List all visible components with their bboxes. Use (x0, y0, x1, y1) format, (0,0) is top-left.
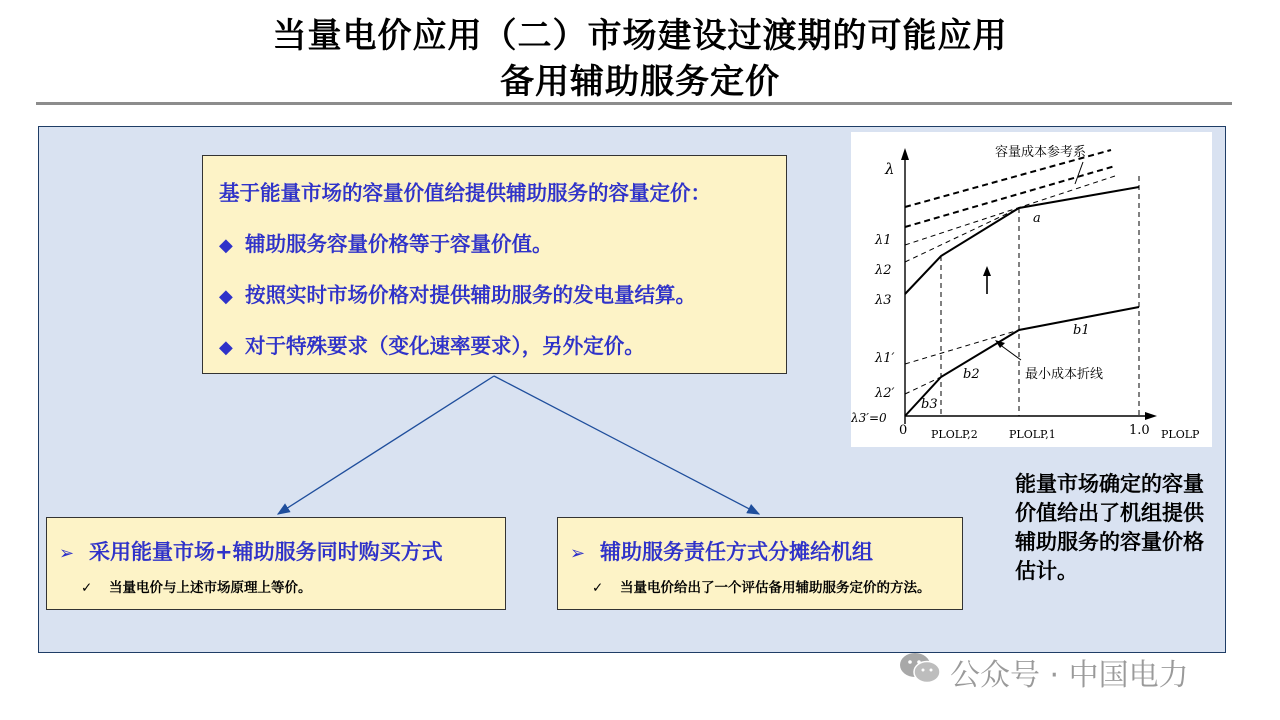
watermark (898, 650, 1189, 693)
left-option-note (81, 576, 312, 596)
x-tick: 1.0 (1129, 423, 1150, 438)
x-tick: PLOLP,1 (1009, 428, 1056, 441)
x-axis-arrowhead (1145, 412, 1157, 420)
y-tick: λ1 (875, 233, 892, 248)
curve-label: a (1033, 211, 1041, 226)
curve-b-lower-dashed (905, 377, 941, 394)
y-tick: λ3 (875, 293, 892, 308)
main-box-item-text: 按照实时市场价格对提供辅助服务的发电量结算。 (245, 283, 696, 307)
connector-left (278, 376, 494, 514)
legend-label: 容量成本参考系 (995, 145, 1087, 160)
right-option-note (592, 576, 931, 596)
right-option-box (557, 517, 963, 610)
main-box-item-text: 对于特殊要求（变化速率要求），另外定价。 (245, 334, 645, 358)
main-box-item (219, 278, 786, 308)
main-box-item (219, 329, 786, 359)
right-option-title (570, 536, 873, 566)
reference-line (905, 176, 1115, 245)
left-option-note-text: 当量电价与上述市场原理上等价。 (109, 580, 312, 596)
connector-right (494, 376, 759, 514)
page-title: 当量电价应用（二）市场建设过渡期的可能应用 (272, 16, 1008, 56)
left-option-box (46, 517, 506, 610)
figure-svg (851, 132, 1212, 447)
arrow-bullet-icon: ➢ (570, 543, 586, 564)
legend-pointer (1075, 162, 1083, 184)
capacity-cost-figure (851, 132, 1212, 447)
curve-a (905, 187, 1139, 294)
main-box-item (219, 227, 786, 257)
y-tick: λ1′ (875, 351, 895, 366)
main-principle-box (202, 155, 787, 374)
up-arrow-icon (983, 266, 991, 276)
curve-label: b3 (921, 397, 938, 412)
min-cost-label: 最小成本折线 (1025, 367, 1104, 382)
right-option-title-text: 辅助服务责任方式分摊给机组 (600, 540, 873, 564)
curve-label: b1 (1073, 323, 1090, 338)
x-tick: 0 (899, 423, 908, 438)
figure-caption: 能量市场确定的容量价值给出了机组提供辅助服务的容量价格估计。 (1015, 472, 1204, 583)
diamond-bullet-icon: ◆ (219, 286, 233, 307)
reference-line (905, 208, 1019, 262)
checkmark-icon: ✓ (81, 580, 93, 596)
main-box-heading: 基于能量市场的容量价值给提供辅助服务的容量定价： (219, 181, 711, 205)
x-tick: PLOLP (1161, 428, 1200, 441)
left-option-title (59, 536, 443, 566)
min-cost-pointer (999, 344, 1021, 360)
main-box-item-text: 辅助服务容量价格等于容量价值。 (245, 232, 553, 256)
y-axis-arrowhead (901, 148, 909, 160)
x-tick: PLOLP,2 (931, 428, 978, 441)
watermark-text: 公众号 · 中国电力 (950, 658, 1189, 693)
diamond-bullet-icon: ◆ (219, 337, 233, 358)
wechat-icon (898, 650, 942, 694)
checkmark-icon: ✓ (592, 580, 604, 596)
right-option-note-text: 当量电价给出了一个评估备用辅助服务定价的方法。 (620, 580, 931, 596)
y-tick: λ3′=0 (851, 411, 887, 425)
curve-b-lower-dashed (905, 330, 1019, 364)
curve-b (905, 307, 1139, 416)
y-tick: λ2′ (875, 386, 895, 401)
left-option-title-text: 采用能量市场+辅助服务同时购买方式 (89, 540, 443, 564)
arrow-bullet-icon: ➢ (59, 543, 75, 564)
page-subtitle: 备用辅助服务定价 (500, 62, 780, 102)
diamond-bullet-icon: ◆ (219, 235, 233, 256)
y-axis-symbol: λ (885, 160, 895, 178)
y-tick: λ2 (875, 263, 892, 278)
curve-label: b2 (963, 367, 980, 382)
